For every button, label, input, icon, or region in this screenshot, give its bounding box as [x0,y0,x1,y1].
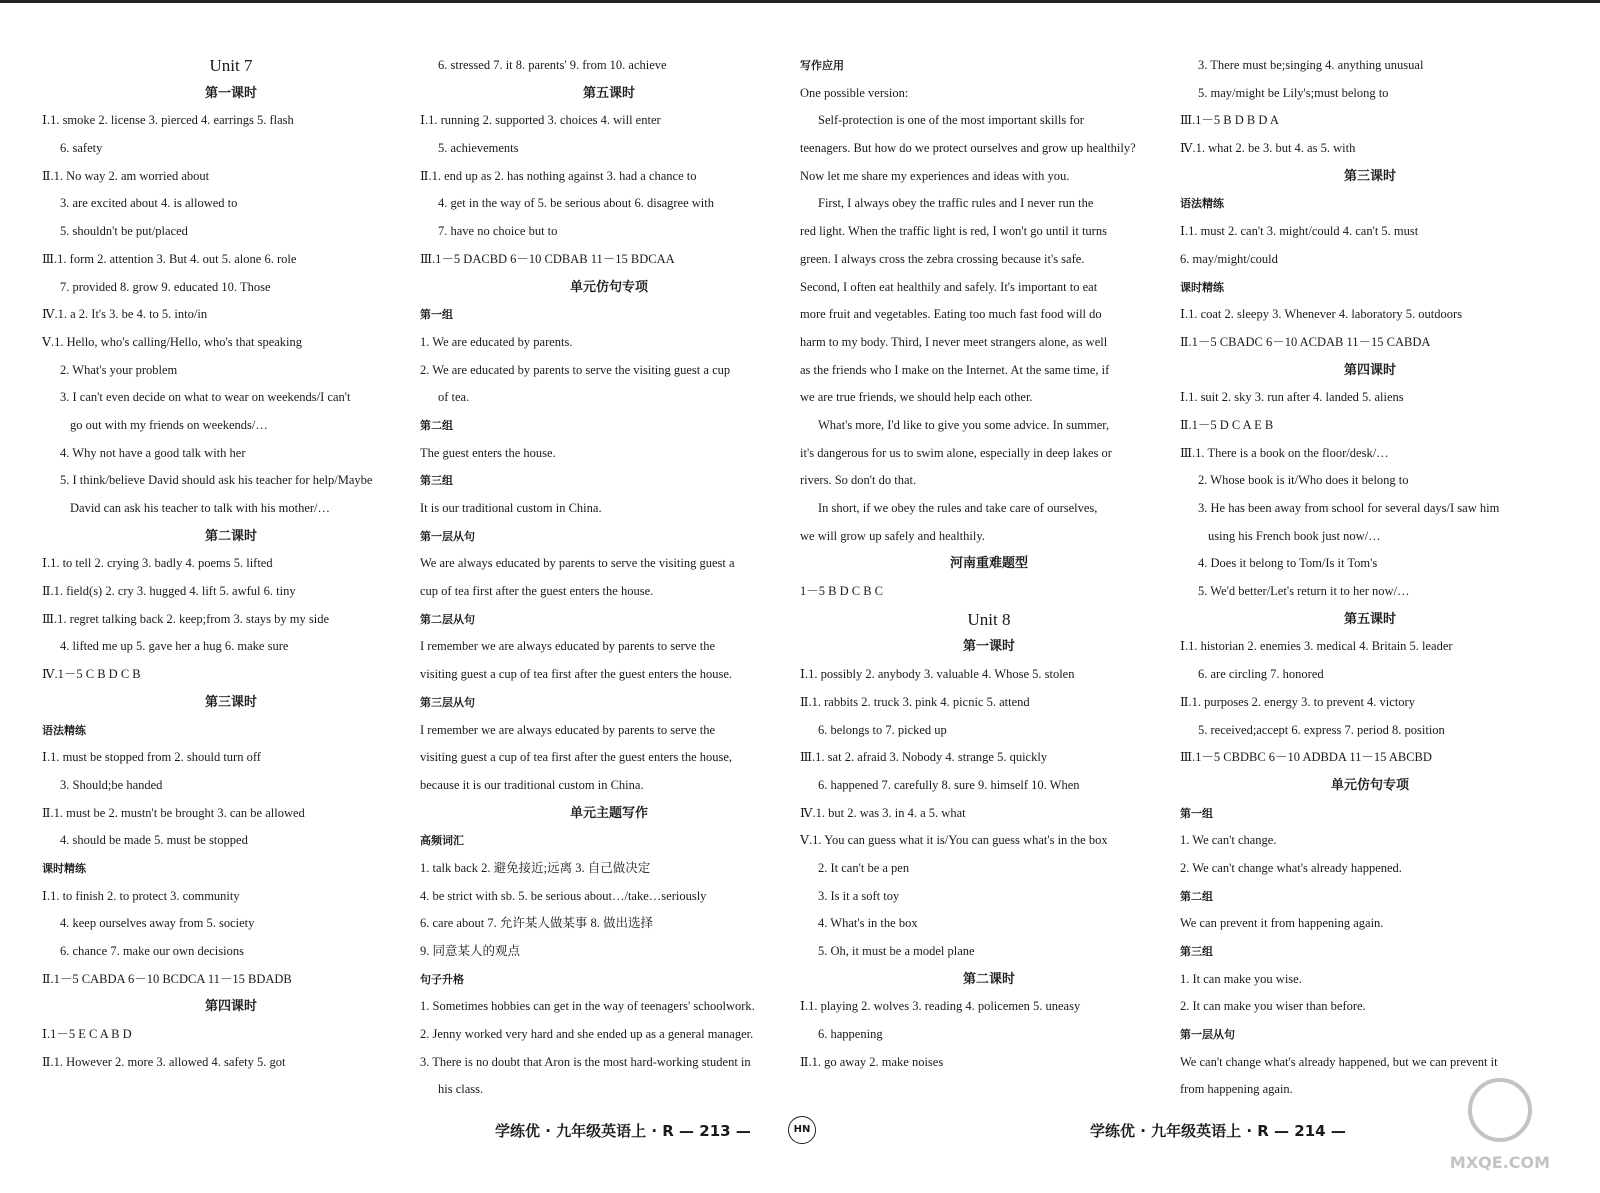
answer-line: 5. We'd better/Let's return it to her now/… [1198,584,1410,599]
answer-line: 5. I think/believe David should ask his teacher for help/Maybe [60,473,373,488]
answer-line: David can ask his teacher to talk with his mother/… [70,501,331,515]
answer-line: Ⅰ.1. must be stopped from 2. should turn off [42,750,261,765]
answer-line: 4. What's in the box [818,916,918,931]
answer-line: 6. safety [60,141,103,156]
answer-line: 2. Jenny worked very hard and she ended up as a general manager. [420,1027,754,1042]
answer-line: Ⅴ.1. You can guess what it is/You can guess what's in the box [800,833,1108,848]
subsection-label: 高频词汇 [420,834,464,848]
answer-line: Ⅱ.1. No way 2. am worried about [42,168,210,183]
section-heading: Unit 7 [209,56,253,75]
answer-line: from happening again. [1180,1082,1293,1097]
answer-line: Ⅱ.1. rabbits 2. truck 3. pink 4. picnic 5. attend [800,694,1030,709]
subsection-label: 写作应用 [800,59,844,72]
answer-line: visiting guest a cup of tea first after the guest enters the house. [420,667,733,682]
answer-line: 3. He has been away from school for several days/I saw him [1198,501,1500,515]
answer-line: 2. We are educated by parents to serve the visiting guest a cup [420,362,731,377]
answer-line: 3. are excited about 4. is allowed to [60,196,238,211]
answer-line: 4. keep ourselves away from 5. society [60,916,255,931]
section-heading: 单元仿句专项 [569,279,648,295]
answer-line: Ⅲ.1. sat 2. afraid 3. Nobody 4. strange 5. quickly [800,750,1048,765]
answer-line: We can't change what's already happened, but we can prevent it [1180,1054,1498,1069]
answer-line: as the friends who I make on the Internet. At the same time, if [800,362,1110,377]
answer-line: 4. be strict with sb. 5. be serious about…/take…seriously [420,888,707,903]
answer-line: using his French book just now/… [1208,528,1381,543]
answer-line: Ⅲ.1. regret talking back 2. keep;from 3. stays by my side [42,611,329,626]
section-heading: 第一课时 [204,85,257,101]
answer-line: 3. Should;be handed [60,777,163,792]
answer-line: Ⅰ.1. must 2. can't 3. might/could 4. can't 5. must [1180,224,1419,239]
answer-line: 4. get in the way of 5. be serious about 6. disagree with [438,196,714,211]
answer-line: 5. shouldn't be put/placed [60,224,188,239]
answer-line: Ⅰ.1－5 E C A B D [42,1027,132,1042]
answer-line: red light. When the traffic light is red, I won't go until it turns [800,224,1107,239]
answer-line: 2. It can make you wiser than before. [1180,999,1366,1014]
answer-line: Ⅲ.1－5 DACBD 6－10 CDBAB 11－15 BDCAA [420,251,675,266]
section-heading: 第五课时 [1343,611,1396,627]
answer-line: 4. lifted me up 5. gave her a hug 6. make sure [60,639,289,654]
watermark-logo [1440,1070,1560,1185]
section-heading: Unit 8 [967,609,1011,629]
subsection-label: 第二组 [420,418,453,432]
column-1 [42,52,420,1112]
answer-line: it's dangerous for us to swim alone, especially in deep lakes or [800,445,1112,460]
answer-line: Ⅳ.1. a 2. It's 3. be 4. to 5. into/in [42,307,208,322]
subsection-label: 课时精练 [42,861,86,875]
answer-line: First, I always obey the traffic rules and I never run the [818,196,1094,211]
answer-line: Second, I often eat healthily and safely. It's important to eat [800,279,1098,294]
answer-line: Ⅰ.1. to tell 2. crying 3. badly 4. poems 5. lifted [42,556,273,571]
column-3 [800,52,1178,1112]
answer-line: What's more, I'd like to give you some advice. In summer, [818,417,1110,432]
answer-line: Ⅰ.1. smoke 2. license 3. pierced 4. earrings 5. flash [42,113,294,128]
answer-line: 7. provided 8. grow 9. educated 10. Those [60,279,271,294]
column-4 [1180,52,1560,1112]
answer-line: Ⅰ.1. to finish 2. to protect 3. community [42,888,240,903]
answer-line: I remember we are always educated by parents to serve the [420,722,716,737]
answer-line: Ⅲ.1－5 B D B D A [1180,113,1279,128]
answer-line: 5. achievements [438,141,519,156]
answer-line: 6. care about 7. 允许某人做某事 8. 做出选择 [420,916,653,931]
answer-line: 5. Oh, it must be a model plane [818,944,975,958]
answer-line: Ⅱ.1－5 D C A E B [1180,417,1274,432]
answer-line: 3. There is no doubt that Aron is the most hard-working student in [420,1054,751,1069]
section-heading: 河南重难题型 [949,556,1028,572]
top-border [0,0,1600,3]
answer-line: 1. talk back 2. 避免接近;远离 3. 自己做决定 [420,860,651,875]
section-heading: 第五课时 [582,85,635,101]
answer-line: We are always educated by parents to serve the visiting guest a [420,556,735,571]
subsection-label: 第三组 [420,474,453,488]
subsection-label: 第一层从句 [1180,1028,1235,1042]
answer-line: Ⅰ.1. suit 2. sky 3. run after 4. landed 5. aliens [1180,390,1404,405]
answer-line: Ⅲ.1. There is a book on the floor/desk/… [1180,445,1389,460]
answer-line: Ⅱ.1. purposes 2. energy 3. to prevent 4. victory [1180,694,1415,709]
answer-line: 3. Is it a soft toy [818,888,900,903]
answer-line: 5. received;accept 6. express 7. period 8. position [1198,722,1445,737]
section-heading: 第四课时 [1343,362,1396,378]
answer-line: Self-protection is one of the most important skills for [818,113,1084,128]
section-heading: 第三课时 [204,694,257,710]
page-footer-right: 学练优 · 九年级英语上 · R — 214 — [1090,1122,1346,1140]
answer-line: 1. We are educated by parents. [420,334,573,349]
answer-line: It is our traditional custom in China. [420,501,602,515]
answer-line: 6. may/might/could [1180,251,1278,266]
answer-line: Ⅰ.1. coat 2. sleepy 3. Whenever 4. laboratory 5. outdoors [1180,307,1463,322]
section-heading: 单元仿句专项 [1330,777,1409,793]
answer-line: 6. chance 7. make our own decisions [60,944,244,958]
section-heading: 第四课时 [204,999,257,1015]
answer-line: we are true friends, we should help each other. [800,390,1033,405]
answer-line: Ⅴ.1. Hello, who's calling/Hello, who's that speaking [42,334,303,349]
answer-line: Ⅰ.1. playing 2. wolves 3. reading 4. policemen 5. uneasy [800,999,1081,1014]
answer-line: The guest enters the house. [420,445,556,460]
answer-line: harm to my body. Third, I never meet strangers alone, as well [800,334,1108,349]
answer-line: Ⅱ.1. field(s) 2. cry 3. hugged 4. lift 5. awful 6. tiny [42,584,296,599]
answer-line: teenagers. But how do we protect ourselves and grow up healthily? [800,141,1136,156]
page-footer-left: 学练优 · 九年级英语上 · R — 213 — [495,1122,751,1140]
subsection-label: 第二组 [1180,889,1213,903]
subsection-label: 第一组 [1180,806,1213,820]
answer-line: Ⅱ.1. end up as 2. has nothing against 3. had a chance to [420,168,697,183]
subsection-label: 第一层从句 [420,529,475,543]
answer-line: Ⅰ.1. possibly 2. anybody 3. valuable 4. Whose 5. stolen [800,667,1075,682]
subsection-label: 第三组 [1180,945,1213,958]
answer-line: 9. 同意某人的观点 [420,944,521,958]
answer-line: of tea. [438,390,470,405]
answer-line: Ⅱ.1. go away 2. make noises [800,1054,944,1069]
answer-line: Ⅱ.1－5 CBADC 6－10 ACDAB 11－15 CABDA [1180,334,1431,349]
answer-line: Ⅰ.1. running 2. supported 3. choices 4. will enter [420,113,661,128]
hn-seal-icon: HN [788,1116,816,1144]
answer-line: 3. I can't even decide on what to wear on weekends/I can't [60,390,351,405]
answer-line: Ⅳ.1. what 2. be 3. but 4. as 5. with [1180,141,1356,156]
answer-line: In short, if we obey the rules and take care of ourselves, [818,501,1098,515]
answer-line: 2. We can't change what's already happened. [1180,860,1402,875]
answer-line: Ⅰ.1. historian 2. enemies 3. medical 4. Britain 5. leader [1180,639,1453,654]
svg-text:MXQE.COM: MXQE.COM [1449,1153,1551,1172]
answer-line: 5. may/might be Lily's;must belong to [1198,85,1389,100]
answer-line: One possible version: [800,85,909,100]
answer-line: 1－5 B D C B C [800,584,884,599]
answer-line: Ⅱ.1－5 CABDA 6－10 BCDCA 11－15 BDADB [42,971,292,986]
answer-line: go out with my friends on weekends/… [70,417,268,432]
answer-line: 7. have no choice but to [438,224,558,239]
subsection-label: 语法精练 [42,723,86,737]
answer-line: 6. stressed 7. it 8. parents' 9. from 10. achieve [438,58,667,72]
answer-line: 1. It can make you wise. [1180,971,1302,986]
answer-line: 1. Sometimes hobbies can get in the way of teenagers' schoolwork. [420,999,755,1014]
subsection-label: 语法精练 [1180,197,1224,211]
column-2 [420,52,798,1112]
answer-line: 4. Does it belong to Tom/Is it Tom's [1198,556,1378,571]
section-heading: 第二课时 [962,971,1015,987]
answer-line: 2. It can't be a pen [818,860,910,875]
answer-line: Ⅱ.1. However 2. more 3. allowed 4. safety 5. got [42,1054,286,1069]
answer-line: Ⅲ.1. form 2. attention 3. But 4. out 5. alone 6. role [42,251,297,266]
answer-line: rivers. So don't do that. [800,473,917,488]
answer-line: 4. should be made 5. must be stopped [60,833,248,848]
answer-line: 6. happened 7. carefully 8. sure 9. himself 10. When [818,777,1080,792]
answer-line: Ⅳ.1. but 2. was 3. in 4. a 5. what [800,805,966,820]
answer-line: We can prevent it from happening again. [1180,916,1384,931]
section-heading: 第二课时 [204,528,257,544]
answer-line: I remember we are always educated by parents to serve the [420,639,716,654]
section-heading: 第三课时 [1343,168,1396,184]
answer-line: 6. belongs to 7. picked up [818,722,947,737]
answer-line: green. I always cross the zebra crossing because it's safe. [800,251,1085,266]
answer-line: his class. [438,1082,484,1097]
answer-line: we will grow up safely and healthily. [800,528,985,543]
subsection-label: 课时精练 [1180,280,1224,294]
answer-line: 3. There must be;singing 4. anything unusual [1198,58,1424,72]
answer-line: Ⅱ.1. must be 2. mustn't be brought 3. can be allowed [42,805,305,820]
section-heading: 单元主题写作 [569,805,648,821]
subsection-label: 第二层从句 [420,612,475,626]
answer-line: 6. are circling 7. honored [1198,667,1324,682]
answer-line: 1. We can't change. [1180,833,1277,848]
answer-line: more fruit and vegetables. Eating too much fast food will do [800,307,1102,322]
answer-line: 6. happening [818,1027,883,1042]
answer-line: Ⅲ.1－5 CBDBC 6－10 ADBDA 11－15 ABCBD [1180,750,1432,765]
section-heading: 第一课时 [962,639,1015,655]
answer-line: because it is our traditional custom in China. [420,777,644,792]
subsection-label: 第三层从句 [420,695,475,709]
answer-line: 2. Whose book is it/Who does it belong to [1198,473,1409,488]
answer-line: cup of tea first after the guest enters the house. [420,584,654,599]
answer-line: Now let me share my experiences and ideas with you. [800,168,1070,183]
answer-line: visiting guest a cup of tea first after the guest enters the house, [420,750,733,765]
answer-line: 4. Why not have a good talk with her [60,445,246,460]
answer-line: 2. What's your problem [60,362,178,377]
answer-line: Ⅳ.1－5 C B D C B [42,667,141,682]
subsection-label: 句子升格 [420,972,464,986]
subsection-label: 第一组 [420,308,453,322]
